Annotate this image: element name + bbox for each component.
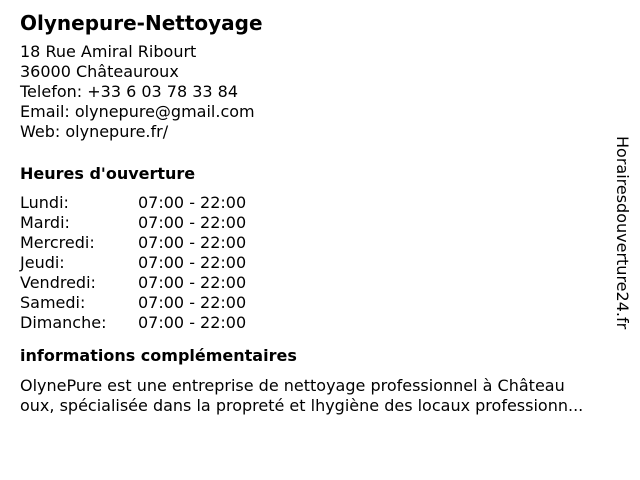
site-watermark: Horairesdouverture24.fr: [613, 136, 632, 330]
time-range: 07:00 - 22:00: [138, 213, 247, 232]
time-range: 07:00 - 22:00: [138, 233, 247, 252]
hours-row-jeudi: [20, 253, 620, 273]
day-label: Samedi:: [20, 293, 86, 312]
business-card: [20, 10, 620, 416]
hours-row-dimanche: [20, 313, 620, 333]
day-label: Mardi:: [20, 213, 70, 232]
website: Web: olynepure.fr/: [20, 122, 169, 141]
time-range: 07:00 - 22:00: [138, 253, 247, 272]
hours-row-samedi: [20, 293, 620, 313]
business-name: Olynepure-Nettoyage: [20, 11, 263, 35]
time-range: 07:00 - 22:00: [138, 313, 247, 332]
day-label: Jeudi:: [20, 253, 65, 272]
email-address: Email: olynepure@gmail.com: [20, 102, 255, 121]
day-label: Lundi:: [20, 193, 69, 212]
opening-hours-title: Heures d'ouverture: [20, 164, 196, 183]
description-line: OlynePure est une entreprise de nettoyage professionnel à Château: [20, 376, 565, 395]
time-range: 07:00 - 22:00: [138, 273, 247, 292]
time-range: 07:00 - 22:00: [138, 193, 247, 212]
business-description: [20, 376, 630, 416]
address-street: 18 Rue Amiral Ribourt: [20, 42, 197, 61]
hours-row-mercredi: [20, 233, 620, 253]
day-label: Mercredi:: [20, 233, 95, 252]
day-label: Vendredi:: [20, 273, 96, 292]
opening-hours-table: [20, 193, 620, 333]
day-label: Dimanche:: [20, 313, 107, 332]
hours-row-mardi: [20, 213, 620, 233]
contact-block: [20, 42, 620, 142]
hours-row-lundi: [20, 193, 620, 213]
additional-info-title: informations complémentaires: [20, 346, 297, 365]
address-city: 36000 Châteauroux: [20, 62, 179, 81]
hours-row-vendredi: [20, 273, 620, 293]
phone-number: Telefon: +33 6 03 78 33 84: [20, 82, 239, 101]
time-range: 07:00 - 22:00: [138, 293, 247, 312]
description-line: oux, spécialisée dans la propreté et lhygiène des locaux professionn...: [20, 396, 584, 415]
